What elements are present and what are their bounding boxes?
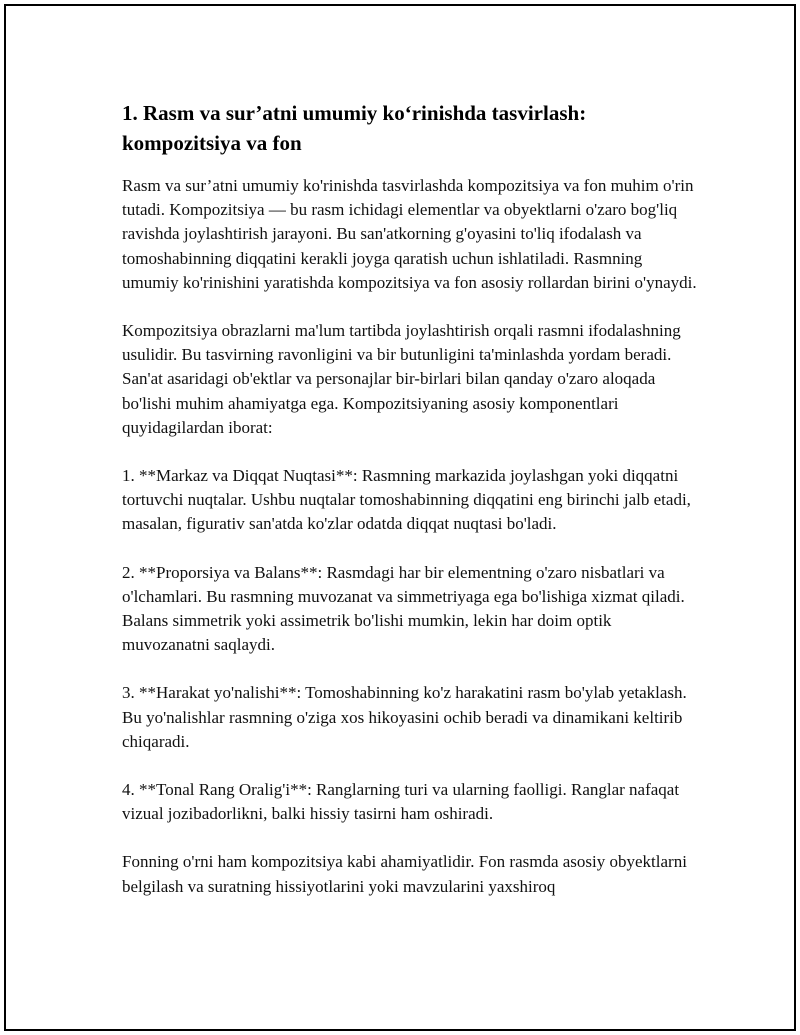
list-item-movement-direction: 3. **Harakat yo'nalishi**: Tomoshabinning ko'z harakatini rasm bo'ylab yetaklash. Bu yo'nalishlar rasmning o'ziga xos hikoyasini ochib beradi va dinamikani keltirib chiqaradi. <box>122 683 687 751</box>
list-item-proportion-balance: 2. **Proporsiya va Balans**: Rasmdagi har bir elementning o'zaro nisbatlari va o'lchamlari. Bu rasmning muvozanat va simmetriyaga ega bo'lishiga xizmat qiladi. Balans simmetrik yoki assimetrik bo'lishi mumkin, lekin har doim optik muvozanatni saqlaydi. <box>122 562 685 655</box>
page-frame <box>4 4 796 1031</box>
list-item-center-focus: 1. **Markaz va Diqqat Nuqtasi**: Rasmning markazida joylashgan yoki diqqatni tortuvchi nuqtalar. Ushbu nuqtalar tomoshabinning diqqatini eng birinchi jalb etadi, masalan, figurativ san'atda ko'zlar odatda diqqat nuqtasi bo'ladi. <box>122 466 691 534</box>
document-body <box>122 98 697 923</box>
paragraph-background: Fonning o'rni ham kompozitsiya kabi ahamiyatlidir. Fon rasmda asosiy obyektlarni belgilash va suratning hissiyotlarini yoki mavzularini yaxshiroq <box>122 852 687 896</box>
list-item-tonal-range: 4. **Tonal Rang Oralig'i**: Ranglarning turi va ularning faolligi. Ranglar nafaqat vizual jozibadorlikni, balki hissiy tasirni ham oshiradi. <box>122 780 680 824</box>
section-heading: 1. Rasm va sur’atni umumiy ko‘rinishda tasvirlash: kompozitsiya va fon <box>122 101 587 155</box>
paragraph-intro: Rasm va sur’atni umumiy ko'rinishda tasvirlashda kompozitsiya va fon muhim o'rin tutadi. Kompozitsiya — bu rasm ichidagi elementlar va obyektlarni o'zaro bog'liq ravishda joylashtirish jarayoni. Bu san'atkorning g'oyasini to'liq ifodalash va tomoshabinning diqqatini kerakli joyga qaratish uchun ishlatiladi. Rasmning umumiy ko'rinishini yaratishda kompozitsiya va fon asosiy rollardan birini o'ynaydi. <box>122 176 697 292</box>
paragraph-composition: Kompozitsiya obrazlarni ma'lum tartibda joylashtirish orqali rasmni ifodalashning usulidir. Bu tasvirning ravonligini va bir butunligini ta'minlashda yordam beradi. San'at asaridagi ob'ektlar va personajlar bir-birlari bilan qanday o'zaro aloqada bo'lishi muhim ahamiyatga ega. Kompozitsiyaning asosiy komponentlari quyidagilardan iborat: <box>122 321 681 437</box>
